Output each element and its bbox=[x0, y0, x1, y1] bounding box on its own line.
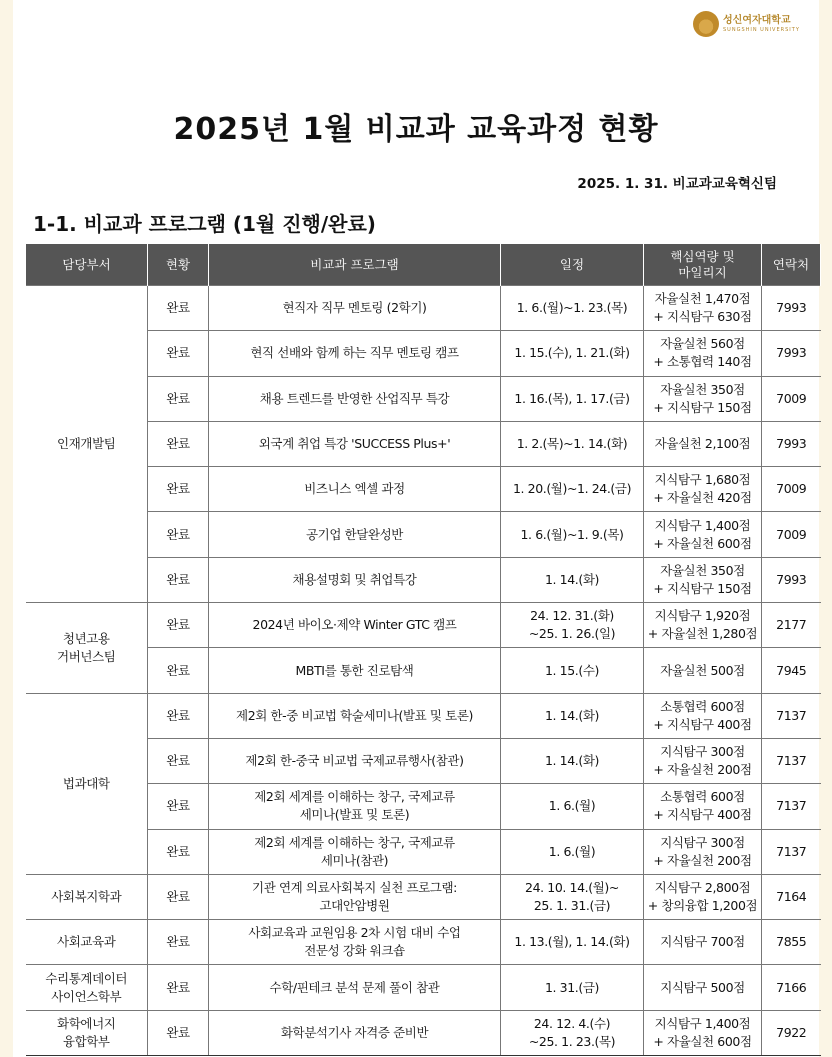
schedule-cell bbox=[501, 874, 644, 919]
sun-emblem-icon bbox=[693, 11, 719, 37]
header-competency bbox=[644, 244, 762, 286]
dept-line: 수리통계데이터 bbox=[45, 970, 128, 986]
contact-cell: 7945 bbox=[762, 648, 821, 693]
program-line: 고대안암병원 bbox=[319, 898, 390, 913]
status-cell: 완료 bbox=[148, 512, 209, 557]
dept-line: 화학에너지 bbox=[57, 1015, 116, 1031]
competency-cell bbox=[644, 557, 762, 602]
program-line: 전문성 강화 워크숍 bbox=[304, 943, 405, 959]
schedule-line: 1. 6.(월)~1. 9.(목) bbox=[520, 526, 624, 542]
program-table bbox=[25, 244, 821, 1056]
schedule-cell bbox=[501, 286, 644, 331]
contact-cell: 7009 bbox=[762, 512, 821, 557]
table-row bbox=[26, 693, 821, 738]
header-competency-line: 핵심역량 및 bbox=[670, 248, 735, 264]
competency-line: 지식탐구 700점 bbox=[660, 934, 745, 950]
competency-line: + 지식탐구 150점 bbox=[653, 399, 752, 415]
program-cell bbox=[209, 693, 501, 738]
program-line: 사회교육과 교원임용 2차 시험 대비 수업 bbox=[248, 925, 461, 941]
status-cell: 완료 bbox=[148, 421, 209, 466]
schedule-line: 1. 15.(수) bbox=[544, 662, 599, 678]
page-title: 2025년 1월 비교과 교육과정 현황 bbox=[173, 112, 659, 147]
program-line: 2024년 바이오·제약 Winter GTC 캠프 bbox=[252, 617, 457, 633]
table-header-row bbox=[26, 244, 821, 286]
status-cell: 완료 bbox=[148, 557, 209, 602]
program-line: 현직자 직무 멘토링 (2학기) bbox=[282, 300, 427, 316]
program-line: MBTI를 통한 진로탐색 bbox=[295, 662, 414, 678]
program-cell bbox=[209, 557, 501, 602]
program-cell bbox=[209, 784, 501, 829]
dept-line: 청년고용 bbox=[62, 630, 110, 646]
contact-cell: 7137 bbox=[762, 738, 821, 783]
contact-cell: 7993 bbox=[762, 331, 821, 376]
dept-cell bbox=[26, 1010, 148, 1055]
program-cell bbox=[209, 376, 501, 421]
schedule-line: 25. 1. 31.(금) bbox=[533, 898, 611, 913]
dept-cell bbox=[26, 603, 148, 694]
program-cell bbox=[209, 874, 501, 919]
dept-line: 법과대학 bbox=[62, 775, 110, 791]
date-team-label: 2025. 1. 31. 비교과교육혁신팀 bbox=[577, 176, 777, 192]
table-row bbox=[26, 965, 821, 1010]
schedule-cell bbox=[501, 603, 644, 648]
header-dept: 담당부서 bbox=[26, 244, 148, 286]
section-title: 1-1. 비교과 프로그램 (1월 진행/완료) bbox=[33, 212, 376, 236]
program-cell bbox=[209, 512, 501, 557]
competency-cell bbox=[644, 648, 762, 693]
status-cell: 완료 bbox=[148, 286, 209, 331]
competency-line: + 창의융합 1,200점 bbox=[647, 898, 758, 913]
program-cell bbox=[209, 1010, 501, 1055]
competency-cell bbox=[644, 965, 762, 1010]
status-cell: 완료 bbox=[148, 738, 209, 783]
competency-line: 지식탐구 1,920점 bbox=[654, 608, 751, 624]
schedule-line: 1. 6.(월) bbox=[548, 798, 596, 814]
contact-cell: 7137 bbox=[762, 784, 821, 829]
schedule-line: 24. 12. 4.(수) bbox=[533, 1015, 611, 1031]
table-row bbox=[26, 920, 821, 965]
schedule-line: 24. 12. 31.(화) bbox=[530, 608, 614, 624]
competency-line: + 자율실천 200점 bbox=[653, 762, 752, 778]
status-cell: 완료 bbox=[148, 829, 209, 874]
program-line: 수학/핀테크 분석 문제 풀이 참관 bbox=[269, 979, 440, 995]
contact-cell: 7993 bbox=[762, 557, 821, 602]
program-line: 제2회 세계를 이해하는 창구, 국제교류 bbox=[254, 789, 455, 805]
competency-line: 자율실천 1,470점 bbox=[654, 291, 751, 307]
competency-cell bbox=[644, 738, 762, 783]
dept-cell bbox=[26, 920, 148, 965]
schedule-cell bbox=[501, 331, 644, 376]
competency-cell bbox=[644, 421, 762, 466]
contact-cell: 7009 bbox=[762, 467, 821, 512]
competency-line: + 자율실천 200점 bbox=[653, 852, 752, 868]
contact-cell: 7166 bbox=[762, 965, 821, 1010]
program-line: 채용설명회 및 취업특강 bbox=[292, 571, 417, 587]
program-line: 화학분석기사 자격증 준비반 bbox=[280, 1024, 429, 1040]
competency-cell bbox=[644, 331, 762, 376]
program-cell bbox=[209, 331, 501, 376]
schedule-cell bbox=[501, 965, 644, 1010]
status-cell: 완료 bbox=[148, 331, 209, 376]
schedule-cell bbox=[501, 557, 644, 602]
status-cell: 완료 bbox=[148, 784, 209, 829]
dept-line: 인재개발팀 bbox=[57, 436, 116, 452]
contact-cell: 7164 bbox=[762, 874, 821, 919]
schedule-cell bbox=[501, 920, 644, 965]
contact-cell: 7922 bbox=[762, 1010, 821, 1055]
competency-line: 지식탐구 1,400점 bbox=[654, 517, 751, 533]
schedule-line: 1. 16.(목), 1. 17.(금) bbox=[514, 390, 630, 406]
competency-line: 자율실천 560점 bbox=[660, 336, 745, 352]
dept-cell bbox=[26, 965, 148, 1010]
dept-line: 거버넌스팀 bbox=[57, 648, 116, 664]
competency-cell bbox=[644, 603, 762, 648]
contact-cell: 7137 bbox=[762, 829, 821, 874]
header-competency-line: 마일리지 bbox=[678, 264, 727, 280]
program-cell bbox=[209, 829, 501, 874]
schedule-cell bbox=[501, 693, 644, 738]
schedule-line: 1. 14.(화) bbox=[544, 571, 599, 587]
logo-name: 성신여자대학교 bbox=[723, 14, 791, 26]
competency-cell bbox=[644, 874, 762, 919]
program-cell bbox=[209, 467, 501, 512]
program-line: 공기업 한달완성반 bbox=[306, 526, 403, 542]
table-row bbox=[26, 874, 821, 919]
competency-cell bbox=[644, 286, 762, 331]
header-status: 현황 bbox=[148, 244, 209, 286]
schedule-cell bbox=[501, 829, 644, 874]
program-cell bbox=[209, 648, 501, 693]
status-cell: 완료 bbox=[148, 965, 209, 1010]
competency-line: 자율실천 350점 bbox=[660, 381, 745, 397]
program-cell bbox=[209, 286, 501, 331]
competency-line: 지식탐구 300점 bbox=[660, 744, 745, 760]
header-contact: 연락처 bbox=[762, 244, 821, 286]
contact-cell: 7993 bbox=[762, 421, 821, 466]
program-cell bbox=[209, 603, 501, 648]
program-cell bbox=[209, 421, 501, 466]
competency-cell bbox=[644, 829, 762, 874]
competency-line: 지식탐구 1,400점 bbox=[654, 1015, 751, 1031]
competency-line: 소통협력 600점 bbox=[660, 789, 745, 805]
schedule-cell bbox=[501, 467, 644, 512]
status-cell: 완료 bbox=[148, 467, 209, 512]
schedule-line: 1. 13.(월), 1. 14.(화) bbox=[514, 934, 630, 950]
table-body bbox=[26, 286, 821, 1056]
program-cell bbox=[209, 738, 501, 783]
logo-sub: SUNGSHIN UNIVERSITY bbox=[723, 26, 800, 33]
schedule-line: 1. 15.(수), 1. 21.(화) bbox=[514, 345, 630, 361]
schedule-line: 1. 14.(화) bbox=[544, 707, 599, 723]
contact-cell: 2177 bbox=[762, 603, 821, 648]
dept-cell bbox=[26, 693, 148, 874]
competency-line: + 자율실천 420점 bbox=[653, 490, 752, 506]
schedule-line: 1. 2.(목)~1. 14.(화) bbox=[516, 436, 628, 452]
program-line: 제2회 세계를 이해하는 창구, 국제교류 bbox=[254, 834, 455, 850]
dept-line: 사이언스학부 bbox=[51, 988, 122, 1004]
competency-line: + 자율실천 600점 bbox=[653, 535, 752, 551]
dept-line: 사회교육과 bbox=[57, 934, 116, 950]
contact-cell: 7993 bbox=[762, 286, 821, 331]
schedule-line: 1. 14.(화) bbox=[544, 753, 599, 769]
contact-cell: 7137 bbox=[762, 693, 821, 738]
program-line: 비즈니스 엑셀 과정 bbox=[304, 481, 405, 497]
competency-line: 자율실천 350점 bbox=[660, 562, 745, 578]
competency-line: + 지식탐구 630점 bbox=[653, 309, 752, 325]
competency-line: 지식탐구 2,800점 bbox=[654, 880, 751, 895]
dept-line: 사회복지학과 bbox=[51, 889, 122, 904]
schedule-cell bbox=[501, 784, 644, 829]
program-line: 채용 트렌드를 반영한 산업직무 특강 bbox=[259, 390, 450, 406]
status-cell: 완료 bbox=[148, 874, 209, 919]
program-line: 기관 연계 의료사회복지 실천 프로그램: bbox=[252, 880, 457, 895]
schedule-line: 1. 6.(월)~1. 23.(목) bbox=[516, 300, 628, 316]
competency-cell bbox=[644, 467, 762, 512]
competency-line: 소통협력 600점 bbox=[660, 698, 745, 714]
schedule-cell bbox=[501, 421, 644, 466]
schedule-cell bbox=[501, 1010, 644, 1055]
status-cell: 완료 bbox=[148, 693, 209, 738]
document-page bbox=[13, 0, 819, 1057]
schedule-line: 1. 20.(월)~1. 24.(금) bbox=[512, 481, 632, 497]
program-line: 제2회 한-중국 비교법 국제교류행사(참관) bbox=[245, 753, 464, 769]
schedule-cell bbox=[501, 648, 644, 693]
dept-line: 융합학부 bbox=[62, 1033, 110, 1049]
program-line: 세미나(참관) bbox=[320, 852, 389, 868]
header-program: 비교과 프로그램 bbox=[209, 244, 501, 286]
program-line: 세미나(발표 및 토론) bbox=[299, 807, 410, 823]
schedule-cell bbox=[501, 512, 644, 557]
program-cell bbox=[209, 965, 501, 1010]
competency-cell bbox=[644, 693, 762, 738]
schedule-line: ~25. 1. 23.(목) bbox=[528, 1033, 616, 1049]
schedule-line: ~25. 1. 26.(일) bbox=[528, 626, 616, 642]
competency-line: 자율실천 2,100점 bbox=[654, 436, 751, 452]
dept-cell bbox=[26, 874, 148, 919]
competency-line: + 자율실천 1,280점 bbox=[647, 626, 758, 642]
competency-cell bbox=[644, 1010, 762, 1055]
competency-line: 자율실천 500점 bbox=[660, 662, 745, 678]
schedule-cell bbox=[501, 376, 644, 421]
status-cell: 완료 bbox=[148, 1010, 209, 1055]
table-row bbox=[26, 603, 821, 648]
competency-cell bbox=[644, 376, 762, 421]
competency-cell bbox=[644, 512, 762, 557]
program-cell bbox=[209, 920, 501, 965]
competency-line: + 지식탐구 150점 bbox=[653, 580, 752, 596]
table-row bbox=[26, 1010, 821, 1055]
status-cell: 완료 bbox=[148, 920, 209, 965]
status-cell: 완료 bbox=[148, 603, 209, 648]
competency-line: + 지식탐구 400점 bbox=[653, 807, 752, 823]
competency-line: 지식탐구 300점 bbox=[660, 834, 745, 850]
status-cell: 완료 bbox=[148, 376, 209, 421]
competency-line: 지식탐구 500점 bbox=[660, 979, 745, 995]
schedule-line: 1. 6.(월) bbox=[548, 843, 596, 859]
contact-cell: 7009 bbox=[762, 376, 821, 421]
header-schedule: 일정 bbox=[501, 244, 644, 286]
dept-cell bbox=[26, 286, 148, 603]
contact-cell: 7855 bbox=[762, 920, 821, 965]
competency-cell bbox=[644, 920, 762, 965]
schedule-cell bbox=[501, 738, 644, 783]
competency-line: 지식탐구 1,680점 bbox=[654, 472, 751, 488]
schedule-line: 24. 10. 14.(월)~ bbox=[525, 880, 619, 895]
program-line: 제2회 한-중 비교법 학술세미나(발표 및 토론) bbox=[236, 707, 473, 723]
competency-line: + 소통협력 140점 bbox=[653, 354, 752, 370]
program-line: 외국계 취업 특강 'SUCCESS Plus+' bbox=[258, 436, 451, 452]
competency-line: + 자율실천 600점 bbox=[653, 1033, 752, 1049]
university-logo bbox=[693, 8, 813, 40]
competency-cell bbox=[644, 784, 762, 829]
program-line: 현직 선배와 함께 하는 직무 멘토링 캠프 bbox=[250, 345, 459, 361]
schedule-line: 1. 31.(금) bbox=[544, 979, 599, 995]
competency-line: + 지식탐구 400점 bbox=[653, 716, 752, 732]
status-cell: 완료 bbox=[148, 648, 209, 693]
table-row bbox=[26, 286, 821, 331]
